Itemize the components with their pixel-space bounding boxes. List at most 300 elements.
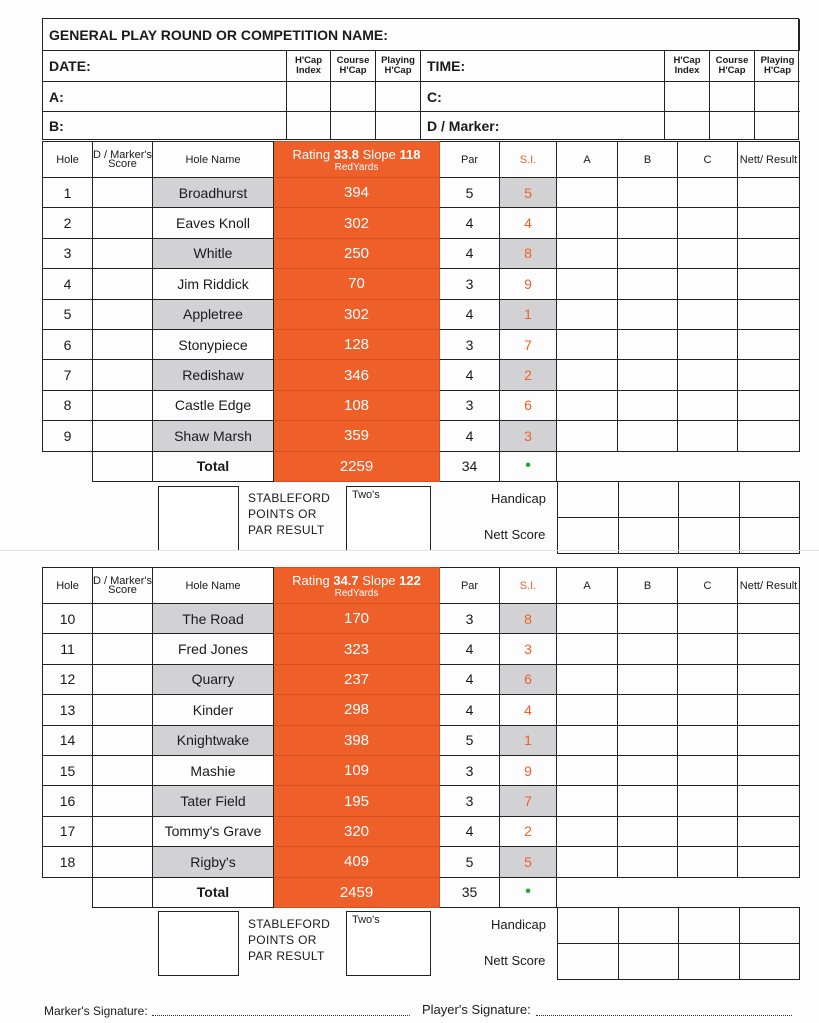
back-hcap-nett[interactable]: [739, 908, 800, 944]
player-a-score-cell[interactable]: [557, 847, 618, 877]
nett-result-cell[interactable]: [738, 847, 800, 877]
stableford-line-2: POINTS OR: [248, 507, 317, 521]
c-column-header: C: [678, 568, 738, 604]
hole-stroke-index: 1: [500, 725, 557, 755]
player-b-course-hcap[interactable]: [331, 112, 376, 140]
front-total-yards: 2259: [274, 451, 440, 481]
hole-stroke-index: 4: [500, 208, 557, 238]
hole-yards: 346: [274, 360, 440, 390]
hole-yards: 195: [274, 786, 440, 816]
hole-row: [43, 847, 800, 877]
hole-name: Knightwake: [153, 725, 274, 755]
marker-score-cell[interactable]: [93, 725, 153, 755]
hole-name: The Road: [153, 604, 274, 634]
nett-result-cell[interactable]: [738, 755, 800, 785]
nett-column-header: Nett/ Result: [738, 568, 800, 604]
marker-playing-hcap[interactable]: [755, 112, 800, 140]
nett-result-cell[interactable]: [738, 664, 800, 694]
marker-score-cell[interactable]: [93, 604, 153, 634]
marker-score-cell[interactable]: [93, 238, 153, 268]
hole-par: 3: [440, 390, 500, 420]
hole-par: 5: [440, 178, 500, 208]
hole-yards: 320: [274, 816, 440, 846]
hole-name: Kinder: [153, 695, 274, 725]
player-b-score-cell[interactable]: [618, 604, 678, 634]
total-spacer-nett: [738, 451, 800, 481]
player-a-score-cell[interactable]: [557, 664, 618, 694]
player-a-field[interactable]: [43, 82, 287, 112]
player-a-score-cell[interactable]: [557, 421, 618, 451]
hole-row: [43, 664, 800, 694]
nett-result-cell[interactable]: [738, 725, 800, 755]
back-nett-score-label: Nett Score: [484, 953, 546, 968]
hole-yards: 109: [274, 755, 440, 785]
hole-row: [43, 725, 800, 755]
marker-score-column-header: D / Marker's Score: [93, 142, 153, 178]
player-a-score-cell[interactable]: [557, 725, 618, 755]
back-header-row: [43, 568, 800, 604]
front-nine-table: [42, 141, 800, 482]
player-a-score-cell[interactable]: [557, 208, 618, 238]
marker-hcap-index[interactable]: [665, 112, 710, 140]
nett-column-header: Nett/ Result: [738, 142, 800, 178]
hole-number: 15: [43, 755, 93, 785]
front-slope-value: 118: [399, 146, 421, 162]
hole-stroke-index: 9: [500, 755, 557, 785]
nett-result-cell[interactable]: [738, 634, 800, 664]
back-tee-label: RedYards: [334, 587, 379, 599]
nett-result-cell[interactable]: [738, 421, 800, 451]
hole-stroke-index: 7: [500, 786, 557, 816]
hole-name: Jim Riddick: [153, 269, 274, 299]
hole-number: 16: [43, 786, 93, 816]
marker-score-cell[interactable]: [93, 390, 153, 420]
player-c-score-cell[interactable]: [678, 329, 738, 359]
hole-par: 4: [440, 816, 500, 846]
front-handicap-grid: [557, 481, 800, 554]
back-total-label: Total: [153, 877, 274, 907]
back-hcap-a[interactable]: [558, 908, 619, 944]
player-c-score-cell[interactable]: [678, 695, 738, 725]
player-a-score-cell[interactable]: [557, 604, 618, 634]
hole-stroke-index: 6: [500, 390, 557, 420]
hole-par: 5: [440, 725, 500, 755]
player-b-score-cell[interactable]: [618, 725, 678, 755]
marker-score-cell[interactable]: [93, 695, 153, 725]
player-c-score-cell[interactable]: [678, 299, 738, 329]
dot-marker-icon: •: [525, 457, 531, 475]
b-column-header: B: [618, 142, 678, 178]
player-c-playing-hcap[interactable]: [755, 82, 800, 112]
player-a-score-cell[interactable]: [557, 634, 618, 664]
nett-result-cell[interactable]: [738, 329, 800, 359]
hole-name: Tater Field: [153, 786, 274, 816]
player-c-score-cell[interactable]: [678, 178, 738, 208]
player-b-score-cell[interactable]: [618, 421, 678, 451]
front-stableford-label: [248, 490, 330, 538]
marker-score-cell[interactable]: [93, 299, 153, 329]
player-a-score-cell[interactable]: [557, 269, 618, 299]
player-c-course-hcap[interactable]: [710, 82, 755, 112]
total-spacer-b: [618, 451, 678, 481]
marker-score-cell[interactable]: [93, 755, 153, 785]
hole-par: 4: [440, 360, 500, 390]
hole-number: 6: [43, 329, 93, 359]
marker-score-cell[interactable]: [93, 421, 153, 451]
marker-score-column-header: D / Marker's Score: [93, 568, 153, 604]
player-b-score-cell[interactable]: [618, 390, 678, 420]
player-signature-line[interactable]: [536, 1015, 792, 1016]
front-total-marker-cell[interactable]: [93, 451, 153, 481]
player-b-score-cell[interactable]: [618, 269, 678, 299]
hole-row: [43, 604, 800, 634]
hole-name: Mashie: [153, 755, 274, 785]
stableford-line-1: STABLEFORD: [248, 917, 331, 931]
front-total-label: Total: [153, 451, 274, 481]
total-spacer: [43, 877, 93, 907]
back-nett-c[interactable]: [679, 944, 740, 980]
front-hcap-a[interactable]: [558, 482, 619, 518]
hole-number: 8: [43, 390, 93, 420]
nett-result-cell[interactable]: [738, 786, 800, 816]
player-a-score-cell[interactable]: [557, 695, 618, 725]
hole-stroke-index: 7: [500, 329, 557, 359]
player-c-score-cell[interactable]: [678, 269, 738, 299]
total-spacer-a: [557, 451, 618, 481]
rating-label: Rating: [292, 572, 330, 588]
a-column-header: A: [557, 142, 618, 178]
hole-yards: 170: [274, 604, 440, 634]
hole-name: Tommy's Grave: [153, 816, 274, 846]
hole-row: [43, 208, 800, 238]
player-a-score-cell[interactable]: [557, 238, 618, 268]
player-c-score-cell[interactable]: [678, 816, 738, 846]
hole-number: 10: [43, 604, 93, 634]
competition-name-field[interactable]: [43, 19, 800, 51]
time-label: TIME:: [427, 58, 466, 74]
player-b-score-cell[interactable]: [618, 755, 678, 785]
hole-number: 1: [43, 178, 93, 208]
hole-name: Redishaw: [153, 360, 274, 390]
player-a-hcap-index[interactable]: [287, 82, 331, 112]
back-slope-value: 122: [399, 572, 421, 588]
back-total-par: 35: [440, 877, 500, 907]
back-handicap-grid: [557, 907, 800, 980]
hole-yards: 70: [274, 269, 440, 299]
front-total-si-marker: [500, 451, 557, 481]
front-nett-a[interactable]: [558, 518, 619, 554]
player-b-score-cell[interactable]: [618, 664, 678, 694]
player-c-score-cell[interactable]: [678, 664, 738, 694]
player-a-score-cell[interactable]: [557, 390, 618, 420]
front-rating-value: 33.8: [333, 146, 360, 162]
player-a-score-cell[interactable]: [557, 786, 618, 816]
hole-name: Whitle: [153, 238, 274, 268]
hole-yards: 359: [274, 421, 440, 451]
hole-row: [43, 421, 800, 451]
hole-par: 4: [440, 299, 500, 329]
hole-yards: 398: [274, 725, 440, 755]
par-column-header: Par: [440, 568, 500, 604]
marker-course-hcap[interactable]: [710, 112, 755, 140]
marker-score-cell[interactable]: [93, 269, 153, 299]
c-column-header: C: [678, 142, 738, 178]
player-b-score-cell[interactable]: [618, 238, 678, 268]
rating-label: Rating: [292, 146, 331, 162]
hole-number: 17: [43, 816, 93, 846]
player-c-score-cell[interactable]: [678, 725, 738, 755]
nett-result-cell[interactable]: [738, 604, 800, 634]
dot-marker-icon: •: [525, 883, 531, 901]
fold-line: [0, 550, 819, 551]
marker-label: D / Marker:: [427, 118, 500, 134]
back-stableford-box[interactable]: [158, 911, 239, 976]
hole-row: [43, 695, 800, 725]
nett-result-cell[interactable]: [738, 299, 800, 329]
marker-score-cell[interactable]: [93, 786, 153, 816]
front-nett-nett[interactable]: [739, 518, 800, 554]
hole-number: 4: [43, 269, 93, 299]
player-a-score-cell[interactable]: [557, 299, 618, 329]
front-hcap-b[interactable]: [618, 482, 679, 518]
hole-name: Fred Jones: [153, 634, 274, 664]
par-column-header: Par: [440, 142, 500, 178]
hole-row: [43, 329, 800, 359]
hole-par: 3: [440, 329, 500, 359]
total-spacer-b: [618, 877, 678, 907]
hole-number: 5: [43, 299, 93, 329]
back-hcap-c[interactable]: [679, 908, 740, 944]
course-hcap-header: Course H'Cap: [331, 51, 376, 82]
front-rating-header: [274, 142, 440, 178]
front-header-row: [43, 142, 800, 178]
hole-name: Castle Edge: [153, 390, 274, 420]
player-a-playing-hcap[interactable]: [376, 82, 421, 112]
back-hole-rows: [43, 604, 800, 878]
hole-number: 14: [43, 725, 93, 755]
back-rating-header: [274, 568, 440, 604]
front-twos-label: Two's: [352, 489, 380, 501]
player-c-hcap-index[interactable]: [665, 82, 710, 112]
hole-par: 4: [440, 208, 500, 238]
nett-result-cell[interactable]: [738, 208, 800, 238]
marker-score-cell[interactable]: [93, 816, 153, 846]
player-a-score-cell[interactable]: [557, 755, 618, 785]
nett-result-cell[interactable]: [738, 816, 800, 846]
player-a-score-cell[interactable]: [557, 329, 618, 359]
course-hcap-header-right: Course H'Cap: [710, 51, 755, 82]
hole-stroke-index: 1: [500, 299, 557, 329]
player-b-score-cell[interactable]: [618, 299, 678, 329]
hole-number: 3: [43, 238, 93, 268]
front-total-par: 34: [440, 451, 500, 481]
hole-number: 7: [43, 360, 93, 390]
nett-result-cell[interactable]: [738, 360, 800, 390]
total-spacer-c: [678, 451, 738, 481]
nett-result-cell[interactable]: [738, 390, 800, 420]
player-c-field[interactable]: [421, 82, 665, 112]
hole-yards: 250: [274, 238, 440, 268]
marker-score-cell[interactable]: [93, 329, 153, 359]
player-c-score-cell[interactable]: [678, 390, 738, 420]
hole-name: Appletree: [153, 299, 274, 329]
player-b-score-cell[interactable]: [618, 329, 678, 359]
hole-row: [43, 238, 800, 268]
front-stableford-box[interactable]: [158, 486, 239, 551]
hole-yards: 108: [274, 390, 440, 420]
round-header: [42, 18, 799, 140]
hole-par: 3: [440, 269, 500, 299]
player-b-playing-hcap[interactable]: [376, 112, 421, 140]
hole-stroke-index: 8: [500, 604, 557, 634]
player-b-hcap-index[interactable]: [287, 112, 331, 140]
player-c-score-cell[interactable]: [678, 208, 738, 238]
hole-stroke-index: 2: [500, 816, 557, 846]
hole-number: 12: [43, 664, 93, 694]
hole-name: Eaves Knoll: [153, 208, 274, 238]
playing-hcap-header-right: Playing H'Cap: [755, 51, 800, 82]
marker-signature-label: Marker's Signature:: [44, 1004, 148, 1018]
player-c-score-cell[interactable]: [678, 634, 738, 664]
hole-row: [43, 178, 800, 208]
front-total-row: [43, 451, 800, 481]
front-hcap-nett[interactable]: [739, 482, 800, 518]
marker-score-cell[interactable]: [93, 634, 153, 664]
nett-result-cell[interactable]: [738, 178, 800, 208]
stableford-line-2: POINTS OR: [248, 933, 317, 947]
hole-number: 11: [43, 634, 93, 664]
hole-name: Rigby's: [153, 847, 274, 877]
hole-stroke-index: 4: [500, 695, 557, 725]
time-field[interactable]: [421, 51, 665, 82]
marker-score-cell[interactable]: [93, 847, 153, 877]
hole-par: 4: [440, 238, 500, 268]
player-b-label: B:: [49, 118, 64, 134]
date-label: DATE:: [49, 58, 91, 74]
hole-row: [43, 755, 800, 785]
hole-yards: 298: [274, 695, 440, 725]
hole-stroke-index: 5: [500, 178, 557, 208]
total-spacer: [43, 451, 93, 481]
stableford-line-3: PAR RESULT: [248, 949, 325, 963]
back-total-marker-cell[interactable]: [93, 877, 153, 907]
player-b-score-cell[interactable]: [618, 786, 678, 816]
player-c-score-cell[interactable]: [678, 238, 738, 268]
front-nett-score-label: Nett Score: [484, 527, 546, 542]
marker-score-cell[interactable]: [93, 664, 153, 694]
player-a-label: A:: [49, 88, 64, 105]
hole-yards: 394: [274, 178, 440, 208]
total-spacer-c: [678, 877, 738, 907]
hole-stroke-index: 3: [500, 634, 557, 664]
player-b-score-cell[interactable]: [618, 847, 678, 877]
hole-par: 4: [440, 664, 500, 694]
player-c-score-cell[interactable]: [678, 604, 738, 634]
hole-yards: 302: [274, 299, 440, 329]
hole-name: Stonypiece: [153, 329, 274, 359]
player-c-score-cell[interactable]: [678, 360, 738, 390]
nett-result-cell[interactable]: [738, 269, 800, 299]
hole-number: 18: [43, 847, 93, 877]
marker-score-cell[interactable]: [93, 360, 153, 390]
player-b-score-cell[interactable]: [618, 208, 678, 238]
marker-signature-line[interactable]: [152, 1015, 410, 1016]
hole-name-column-header: Hole Name: [153, 568, 274, 604]
player-a-score-cell[interactable]: [557, 360, 618, 390]
back-total-si-marker: [500, 877, 557, 907]
hole-number: 2: [43, 208, 93, 238]
front-nett-b[interactable]: [618, 518, 679, 554]
hole-par: 3: [440, 786, 500, 816]
player-c-label: C:: [427, 88, 442, 105]
player-c-score-cell[interactable]: [678, 755, 738, 785]
front-nett-c[interactable]: [679, 518, 740, 554]
hole-stroke-index: 2: [500, 360, 557, 390]
player-b-field[interactable]: [43, 112, 287, 140]
player-a-score-cell[interactable]: [557, 816, 618, 846]
hole-name: Shaw Marsh: [153, 421, 274, 451]
player-a-course-hcap[interactable]: [331, 82, 376, 112]
marker-field[interactable]: [421, 112, 665, 140]
front-tee-label: RedYards: [334, 161, 379, 173]
player-c-score-cell[interactable]: [678, 786, 738, 816]
hcap-index-header: H'Cap Index: [287, 51, 331, 82]
player-a-score-cell[interactable]: [557, 178, 618, 208]
back-stableford-label: [248, 916, 330, 964]
stableford-line-3: PAR RESULT: [248, 523, 325, 537]
hole-stroke-index: 9: [500, 269, 557, 299]
player-c-score-cell[interactable]: [678, 421, 738, 451]
hole-stroke-index: 3: [500, 421, 557, 451]
nett-result-cell[interactable]: [738, 238, 800, 268]
back-total-yards: 2459: [274, 877, 440, 907]
si-column-header: S.I.: [500, 568, 557, 604]
hole-name-column-header: Hole Name: [153, 142, 274, 178]
player-b-score-cell[interactable]: [618, 360, 678, 390]
marker-score-cell[interactable]: [93, 178, 153, 208]
back-total-row: [43, 877, 800, 907]
hole-column-header: Hole: [43, 568, 93, 604]
back-rating-value: 34.7: [333, 572, 359, 588]
hole-name: Quarry: [153, 664, 274, 694]
hole-row: [43, 390, 800, 420]
hole-name: Broadhurst: [153, 178, 274, 208]
back-nett-b[interactable]: [618, 944, 679, 980]
hole-row: [43, 816, 800, 846]
hole-par: 4: [440, 695, 500, 725]
player-b-score-cell[interactable]: [618, 816, 678, 846]
back-hcap-b[interactable]: [618, 908, 679, 944]
player-c-score-cell[interactable]: [678, 847, 738, 877]
nett-result-cell[interactable]: [738, 695, 800, 725]
hole-yards: 237: [274, 664, 440, 694]
front-hcap-c[interactable]: [679, 482, 740, 518]
a-column-header: A: [557, 568, 618, 604]
player-b-score-cell[interactable]: [618, 695, 678, 725]
back-nett-a[interactable]: [558, 944, 619, 980]
back-nett-nett[interactable]: [739, 944, 800, 980]
total-spacer-nett: [738, 877, 800, 907]
hole-number: 13: [43, 695, 93, 725]
player-b-score-cell[interactable]: [618, 178, 678, 208]
front-hole-rows: [43, 178, 800, 452]
hole-row: [43, 360, 800, 390]
hole-par: 4: [440, 421, 500, 451]
player-b-score-cell[interactable]: [618, 634, 678, 664]
hole-row: [43, 299, 800, 329]
date-field[interactable]: [43, 51, 287, 82]
marker-score-cell[interactable]: [93, 208, 153, 238]
